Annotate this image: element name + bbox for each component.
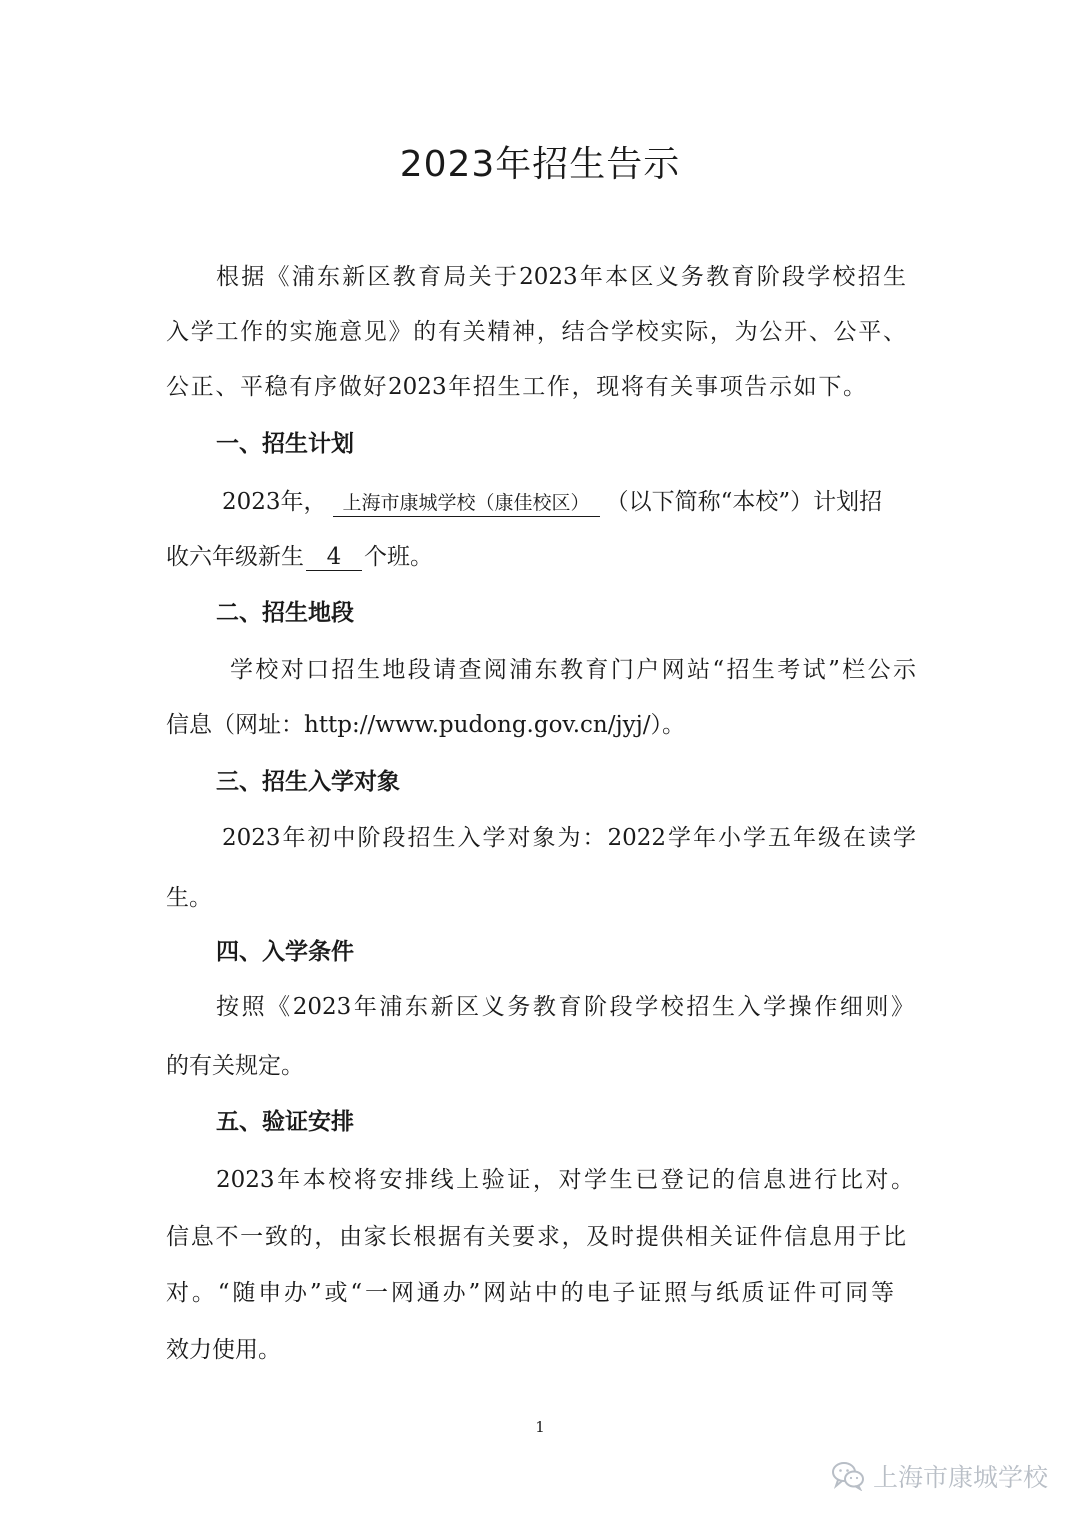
verification-line-1: 2023年本校将安排线上验证，对学生已登记的信息进行比对。	[216, 1167, 914, 1193]
verification-line-2: 信息不一致的，由家长根据有关要求，及时提供相关证件信息用于比	[166, 1224, 906, 1250]
document-title: 2023年招生告示	[399, 144, 681, 185]
wechat-icon	[831, 1461, 865, 1491]
school-name-blank: 上海市康城学校（康佳校区）	[333, 490, 600, 517]
plan-line-1	[222, 486, 882, 518]
area-line-2: 信息（网址：http://www.pudong.gov.cn/jyj/）。	[166, 712, 685, 738]
conditions-line-2: 的有关规定。	[166, 1053, 304, 1079]
conditions-line-1: 按照《2023年浦东新区义务教育阶段学校招生入学操作细则》	[216, 994, 914, 1020]
area-line-1: 学校对口招生地段请查阅浦东教育门户网站“招生考试”栏公示	[230, 657, 916, 683]
intro-line-2: 入学工作的实施意见》的有关精神，结合学校实际，为公开、公平、	[166, 319, 906, 345]
section-heading-target: 三、招生入学对象	[216, 769, 400, 795]
verification-line-4: 效力使用。	[166, 1337, 281, 1363]
watermark	[831, 1458, 1048, 1494]
section-heading-conditions: 四、入学条件	[216, 939, 354, 965]
intro-line-1: 根据《浦东新区教育局关于2023年本区义务教育阶段学校招生	[216, 264, 906, 290]
intro-line-3: 公正、平稳有序做好2023年招生工作，现将有关事项告示如下。	[166, 374, 866, 400]
plan-line-2	[166, 541, 433, 573]
plan-line-1-prefix: 2023年，	[222, 489, 327, 515]
target-line-1: 2023年初中阶段招生入学对象为：2022学年小学五年级在读学	[222, 825, 916, 851]
class-count-blank: 4	[306, 544, 362, 571]
plan-line-2-prefix: 收六年级新生	[166, 544, 304, 570]
target-line-2: 生。	[166, 885, 212, 911]
watermark-text: 上海市康城学校	[872, 1463, 1048, 1492]
section-heading-verification: 五、验证安排	[216, 1109, 354, 1135]
section-heading-area: 二、招生地段	[216, 600, 354, 626]
plan-line-2-suffix: 个班。	[364, 544, 433, 570]
plan-line-1-suffix: （以下简称“本校”）计划招	[605, 489, 883, 515]
page-number: 1	[535, 1418, 545, 1436]
verification-line-3: 对。“随申办”或“一网通办”网站中的电子证照与纸质证件可同等	[166, 1280, 894, 1306]
section-heading-plan: 一、招生计划	[216, 431, 354, 457]
